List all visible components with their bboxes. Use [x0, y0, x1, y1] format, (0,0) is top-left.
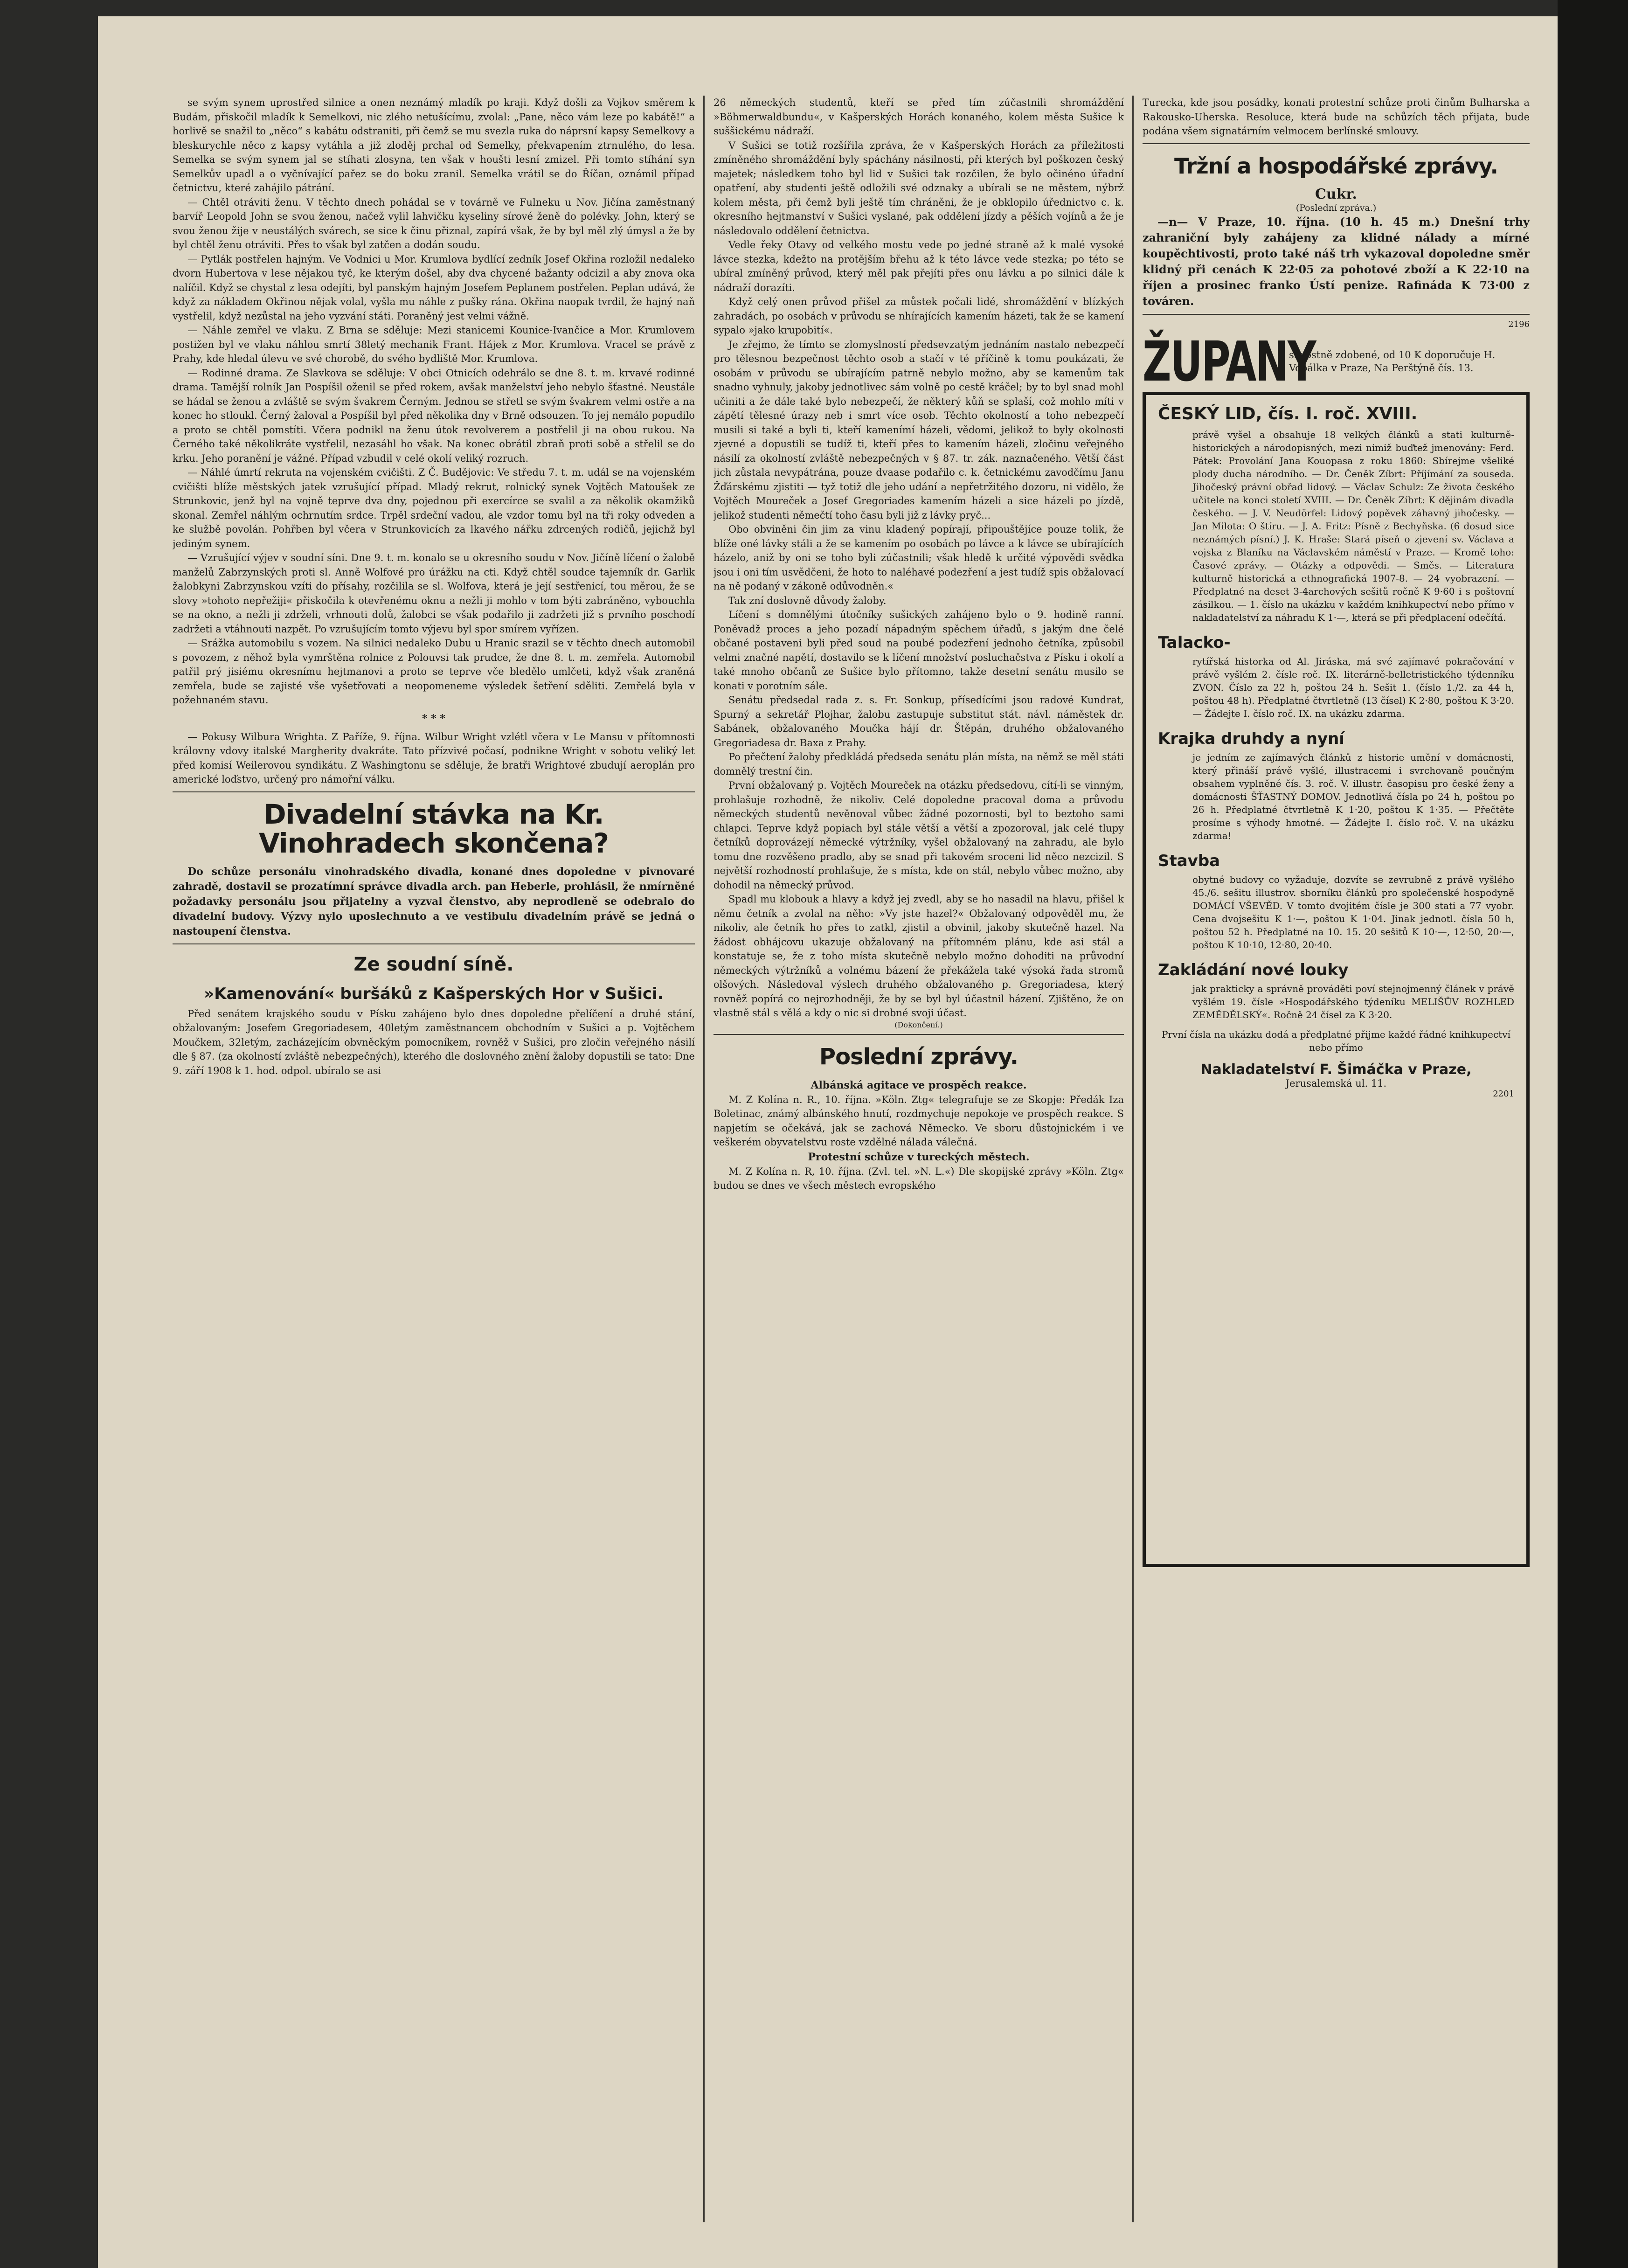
paragraph: Obo obviněni čin jim za vinu kladený popírají, připouštějíce pouze tolik, že blíže oné lávky stáli a že se kamením po osobách po lávce a k lávce se ubírajících házelo, aniž by oni se toho byli zúčastnili; však hledě k určité výpovědi svědka jsou i oni tím usvědčeni, že hoto to naléhavé podezření a jest tudíž spis obžalovací na ně podaný v zákoně odůvodněn.« [714, 524, 1124, 592]
paragraph: — Rodinné drama. Ze Slavkova se sděluje: V obci Otnicích odehrálo se dne 8. t. m. krvavé rodinné drama. Tamější rolník Jan Pospíšil oženil se před rokem, avšak manželství jeho nebylo šťastné. Neustále se hádal se ženou a zvláště se svým švakrem Černým. Jednou se střetl se svým švakrem velmi ostře a na konec ho stloukl. Černý žaloval a Pospíšil byl před několika dny v Brně odsouzen. To jej nemálo popudilo a proto se chtěl pomstíti. Včera podnikl na ženu útok revolverem a postřelil ji na obou rukou. Na Černého také několikráte vystřelil, nezasáhl ho však. Na konec obrátil zbraň proti sobě a střelil se do krku. Jeho poranění je vážné. Případ vzbudil v celé okolí veliký rozruch. [173, 367, 695, 464]
ad-body: právě vyšel a obsahuje 18 velkých článků a stati kulturně-historických a národopisných, mezi nimiž buďtež jmenovány: Ferd. Pátek: Provolání Jana Kouopasa z roku 1860: Sbírejme všeliké plody ducha národního. — Dr. Čeněk Zíbrt: Příjímání za souseda. Jihočeský právní obřad lidový. — Václav Schulz: Ze života českého učitele na konci století XVIII. — Dr. Čeněk Zíbrt: K dějinám divadla českého. — J. V. Neudörfel: Lidový popěvek záhavný jihočesky. — Jan Milota: O štíru. — J. A. Fritz: Písně z Bechyňska. (6 dosud sice neznámých písní.) J. K. Hraše: Stará píseň o zjevení sv. Václava a vojska z Blaníku na Václavském náměstí v Praze. — Kromě toho: Časové zprávy. — Otázky a odpovědi. — Směs. — Literatura kulturně historická a ethnografická 1907-8. — 24 vyobrazení. — Předplatné na deset 3-4archových sešitů ročně K 9·60 i s poštovní zásilkou. — 1. číslo na ukázku v každém knihkupectví nebo přímo v nakladatelství za náhradu K 1·—, která se při předplacení odečítá. [1192, 429, 1514, 623]
divider [173, 943, 695, 944]
scan-edge [1558, 0, 1628, 2268]
paragraph: Když celý onen průvod přišel za můstek počali lidé, shromáždění v blízkých zahradách, po osobách v průvodu se nhírajících kamením házeti, tak že se kamení sypalo »jako krupobití«. [714, 296, 1124, 336]
publisher-ad-box [1143, 392, 1530, 1567]
divider [1143, 314, 1530, 315]
paragraph: — Pytlák postřelen hajným. Ve Vodnici u Mor. Krumlova bydlící zedník Josef Okřina rozložil nedaleko dvorn Hubertova v lese nějakou tyč, ke kterým došel, aby dva chycené bažanty odcizil a aby znova oka nalíčil. Když se chystal z lesa odejíti, byl panským hajným Josefem Peplanem postřelen. Peplan udává, že když za nákladem Okřinou nějak volal, vyšla mu náhle z pušky rána. Okřina naopak tvrdil, že hajný naň vystřelil, když nezůstal na jeho vyzvání státi. Poraněný jest velmi vážně. [173, 253, 695, 322]
ad-title: Stavba [1158, 851, 1220, 870]
ad-text: skvostně zdobené, od 10 K doporučuje H. Vopálka v Praze, Na Perštýně čís. 13. [1289, 349, 1496, 374]
divider [1143, 143, 1530, 144]
headline-latest: Poslední zprávy. [819, 1043, 1018, 1070]
column-middle [714, 96, 1124, 2222]
paragraph: se svým synem uprostřed silnice a onen neznámý mladík po kraji. Když došli za Vojkov směrem k Budám, přiskočil mladík k Semelkovi, nic zlého netušícímu, zvolal: „Pane, něco vám leze po kabátě!“ a horlivě se snažil to „něco“ s kabátu odstraniti, při čemž se mu svezla ruka do náprsní kapsy Semelkovy a bleskurychle něco z kapsy vytáhla a již zloděj prchal od Semelky, překvapením ztrnulého, do lesa. Semelka se svým synem jal se stíhati zlosyna, ten však v houšti lesní zmizel. Při tomto stíhání syn Semelkův upadl a o vyčnívající pařez se do boku zranil. Semelka vrátil se do Říčan, oznámil případ četnictvu, které zahájilo pátrání. [173, 97, 695, 194]
sugar-note: (Poslední zpráva.) [1295, 202, 1377, 213]
ad-title: Krajka druhdy a nyní [1158, 729, 1344, 748]
paragraph: Je zřejmo, že tímto se zlomyslností předsevzatým jednáním nastalo nebezpečí pro tělesnou bezpečnost těchto osob a stačí v té příčině k tomu poukázati, že osobám v průvodu se ubírajícím patrně nebylo možno, aby se kamenům tak snadno vyhnuly, jakoby jednotlivec sám volně po cestě kráčel; by to byl snad mohl učiniti a že dále také bylo nebezpečí, že některý kůň se splaší, což mohlo míti v zápětí tělesné úrazy neb i smrt více osob. Těchto okolností a toho nebezpečí musili si také a byli ti, kteří kamenímí házeli, vědomi, jelikož to byly okolnosti zjevné a dopustili se tudíž ti, kteří přes to kamením házeli, zločinu veřejného násilí za okolností zvláště nebezpečných v § 87. tr. zák. naznačeného. Větší část jich zůstala nevypátrána, pouze dvaase podařilo c. k. četnickému zavodčímu Janu Žďárskému zjistiti — tyž totiž dle jeho udání a nepřetržitého dozoru, ni vidělo, že Vojtěch Moureček a Josef Gregoriades kamením házeli a sice házeli po jízdě, jelikož studenti němečtí toho času byli již z lávky pryč... [714, 339, 1124, 521]
continued-note: (Dokončení.) [894, 1020, 943, 1029]
ad-title: Zakládání nové louky [1158, 960, 1349, 979]
headline-stoning: »Kamenování« buršáků z Kašperských Hor v Sušici. [204, 984, 664, 1003]
ad-title: ČESKÝ LID, čís. I. roč. XVIII. [1158, 404, 1418, 423]
column-left [173, 96, 695, 2222]
paragraph: M. Z Kolína n. R., 10. října. »Köln. Ztg« telegrafuje se ze Skopje: Předák Iza Boletinac, známý albánského hnutí, rozdmychuje nepokoje ve prospěch reakce. S napjetím se očekává, jak se zachová Německo. Ve sboru důstojnickém i ve veškerém obyvatelstvu roste vzdělné nálada válečná. [714, 1094, 1124, 1148]
paragraph: M. Z Kolína n. R, 10. října. (Zvl. tel. »N. L.«) Dle skopijské zprávy »Köln. Ztg« budou se dnes ve všech městech evropského [714, 1165, 1124, 1191]
ad-body: je jedním ze zajímavých článků z historie umění v domácnosti, který přináší právě vyšlé, illustracemi i svrchovaně poučným obsahem vyplněné čís. 3. roč. V. illustr. časopisu pro české ženy a domácnosti ŠŤASTNÝ DOMOV. Jednotlivá čísla po 24 h, poštou po 26 h. Předplatné čtvrtletně K 1·20, poštou K 1·35. — Přečtěte prosíme s výhody hmotné. — Žádejte I. číslo roč. V. na ukázku zdarma! [1192, 751, 1514, 841]
divider [173, 791, 695, 792]
ad-zupany [1143, 329, 1530, 394]
paragraph: Turecka, kde jsou posádky, konati protestní schůze proti činům Bulharska a Rakousko-Uherska. Resoluce, která bude na schůzích těch přijata, bude podána všem signatárním velmocem berlínské smlouvy. [1143, 97, 1530, 137]
paragraph: Do schůze personálu vinohradského divadla, konané dnes dopoledne v pivnovaré zahradě, dostavil se prozatímní správce divadla arch. pan Heberle, prohlásil, že nmírněné požadavky personálu jsou přijatelny a vyzval členstvo, aby neprodleně se odebralo do divadelní budovy. Výzvy nylo uposlechnuto a ve vestibulu divadelním právě se jedná o nastoupení členstva. [173, 865, 695, 937]
paragraph: — Náhlé úmrtí rekruta na vojenském cvičišti. Z Č. Budějovic: Ve středu 7. t. m. udál se na vojenském cvičišti blíže městských jatek vzrušující případ. Mladý rekrut, rolnický synek Vojtěch Matoušek ze Strunkovic, jenž byl na vojně teprve dva dny, pojednou při exercírce se svalil a za několik okamžiků skonal. Zemřel náhlým ochrnutím srdce. Trpěl srdeční vadou, ale vzdor tomu byl na tři roky odveden a ke službě povolán. Pohřben byl včera v Strunkovicích za lkavého nářku zdrcených rodičů, jejichž byl jediným synem. [173, 467, 695, 549]
headline-market: Tržní a hospodářské zprávy. [1174, 153, 1498, 179]
ad-closing: První čísla na ukázku dodá a předplatné přijme každé řádné knihkupectví nebo přímo [1162, 1028, 1510, 1053]
paragraph: Vedle řeky Otavy od velkého mostu vede po jedné straně až k malé vysoké lávce stezka, kdežto na protějším břehu až k této lávce vede stezka; po této se ubíral zmíněný průvod, který měl pak přejíti přes onu lávku a po silnici dále k nádraží dorazíti. [714, 239, 1124, 293]
paragraph: Před senátem krajského soudu v Písku zahájeno bylo dnes dopoledne přelíčení a druhé stání, obžalovaným: Josefem Gregoriadesem, 40letým zaměstnancem obchodním v Sušici a p. Vojtěchem Moučkem, 32letým, zacházejícím obvněckým pomocníkem, rovněž v Sušici, pro zločin veřejného násilí dle § 87. (za okolností zvláště nebezpečných), kterého dle doslovného znění žaloby dopustili se tato: Dne 9. září 1908 k 1. hod. odpol. ubíralo se asi [173, 1008, 695, 1076]
paragraph: Po přečtení žaloby předkládá předseda senátu plán místa, na němž se měl státi domnělý trestní čin. [714, 751, 1124, 777]
paragraph: Líčení s domnělými útočníky sušických zahájeno bylo o 9. hodině ranní. Poněvadž proces a jeho pozadí nápadným spěchem úřadů, s jakým dne čelé občané postaveni byli před soud na poubé podezření jednoho četníka, způsobil velmi značné napětí, dostavilo se k líčení množství posluchačstva z Písku i okolí a také mnoho občanů ze Sušice bylo přítomno, takže desetní senátu musilo se konati v porotním sále. [714, 609, 1124, 692]
paragraph: 26 německých studentů, kteří se před tím zúčastnili shromáždění »Böhmerwaldbundu«, v Kašperských Horách konaného, kolem města Sušice k suššickému nádraží. [714, 97, 1124, 137]
paragraph: První obžalovaný p. Vojtěch Moureček na otázku předsedovu, cítí-li se vinným, prohlašuje rozhodně, že nikoliv. Celé dopoledne pracoval doma a průvodu německých studentů nevěnoval vůbec žádné pozornosti, byl to beztoho sami chlapci. Teprve když popiach byl stále větší a větší a zpozoroval, jak celé tlupy četníků doprovázejí německé výtržníky, vyšel obžalovaný na zahradu, ale bylo tomu dne rozvěšeno pradlo, aby se snad při takovém sroceni lid něco nezcizil. S největší rozhodností prohlašuje, že s místa, kde on stál, nebylo vůbec možno, aby dohodil na německý průvod. [714, 780, 1124, 891]
divider [714, 1034, 1124, 1035]
separator-stars: * * * [422, 712, 445, 725]
publisher-name: Nakladatelství F. Šimáčka v Praze, [1200, 1061, 1472, 1078]
paragraph: — Pokusy Wilbura Wrighta. Z Paříže, 9. října. Wilbur Wright vzlétl včera v Le Mansu v přítomnosti královny vdovy italské Margherity dvakráte. Tato přízvivé počasí, podnikne Wright v sobotu veliký let před komisí Weilerovou syndikátu. Z Washingtonu se sděluje, že bratři Wrightové zbudují aeroplán pro americké loďstvo, určený pro námořní válku. [173, 731, 695, 785]
column-rule [703, 96, 705, 2222]
newspaper-page [98, 16, 1558, 2268]
paragraph: V Sušici se totiž rozšířila zpráva, že v Kašperských Horách za příležitosti zmíněného shromáždění byly spáchány násilnosti, při kterých byl poškozen český majetek; následkem toho byl lid v Sušici tak rozčilen, že bylo očinéno úřadní opatření, aby studenti ještě odložili své odznaky a ubírali se ne městem, nýbrž kolem města, při čemž byli ještě tím chráněni, že je obklopilo úřednictvo c. k. okresního hejtmanství v Sušici vyslané, pak oddělení jízdy a pěších vojínů a že je následovalo oddělení četnictva. [714, 139, 1124, 236]
headline-strike: Divadelní stávka na Kr. Vinohradech skončena? [258, 798, 609, 859]
section-court: Ze soudní síně. [353, 953, 514, 975]
paragraph: Senátu předsedal rada z. s. Fr. Sonkup, přísedícími jsou radové Kundrat, Spurný a sekretář Plojhar, žalobu zastupuje substitut stát. návl. náměstek dr. Sabánek, obžalovaného Moučka hájí dr. Štěpán, druhého obžalovaného Gregoriadesa dr. Baxa z Prahy. [714, 694, 1124, 749]
paragraph: Spadl mu klobouk a hlavy a když jej zvedl, aby se ho nasadil na hlavu, přišel k němu četník a zvolal na něho: »Vy jste hazel?« Obžalovaný odpověděl mu, že nikoliv, ale četník ho přes to zatkl, zjistil a obvinil, jakoby skutečně hazel. Na žádost obhájcovu ukazuje obžalovaný na přítomném plánu, kde asi stál a konstatuje se, že z toho místa skutečně nebylo možno dohoditi na průvodní německých výtržníků a volnému bázení že překážela také výsoká řada stromů olšových. Následoval výslech druhého obžalovaného p. Gregoriadesa, který rovněž popírá co nejrozhodněji, že by se byl byl účastnil házení. Zjištěno, že on vlastně stál s vělá a kdy o nic si drobné svoji účast. [714, 894, 1124, 1019]
ad-wordmark: ŽUPANY [1143, 329, 1316, 394]
ad-body: obytné budovy co vyžaduje, dozvíte se zevrubně z právě vyšlého 45./6. sešitu illustrov. sborníku článků pro společenské hospodyně DOMÁCÍ VŠEVĚD. V tomto dvojitém čísle je 300 stati a 77 vyobr. Cena dvojsešitu K 1·—, poštou K 1·04. Jinak jednotl. čísla 50 h, poštou 52 h. Předplatné na 10. 15. 20 sešitů K 10·—, 12·50, 20·—, poštou K 10·10, 12·80, 20·40. [1192, 874, 1514, 950]
headline-protest: Protestní schůze v tureckých městech. [808, 1151, 1030, 1163]
ad-number: 2196 [1508, 319, 1530, 329]
ad-body: rytířská historka od Al. Jiráska, má své zajímavé pokračování v právě vyšlém 2. čísle roč. IX. literárně-belletristického týdenníku ZVON. Číslo za 22 h, poštou 24 h. Sešit 1. (číslo 1./2. za 44 h, poštou 48 h). Předplatné čtvrtletně (13 čísel) K 2·80, poštou K 3·20. — Žádejte I. číslo roč. IX. na ukázku zdarma. [1192, 655, 1514, 719]
news-items [173, 96, 695, 707]
ad-number: 2201 [1493, 1089, 1514, 1099]
ad-body: jak prakticky a správně prováděti poví stejnojmenný článek v právě vyšlém 19. čísle »Hospodářského týdeníku MELIŠŮV ROZHLED ZEMĚDĚLSKÝ«. Ročně 24 čísel za K 3·20. [1192, 983, 1514, 1020]
paragraph: — Vzrušující výjev v soudní síni. Dne 9. t. m. konalo se u okresního soudu v Nov. Jičíně líčení o žalobě manželů Zabrzynských proti sl. Anně Wolfové pro úrážku na cti. Když chtěl soudce tajemník dr. Garlik žalobkyni Zabrzynskou vzíti do přísahy, rozčilila se sl. Wolfova, která je její sestřenicí, tou měrou, že se slovy »tohoto nepřežiji« přiskočila k otevřenému oknu a nežli ji mohlo v tom býti zabráněno, vybouchla se na okno, a nežli ji zdrželi, vrhnouti dolů, žalobci se však podařilo ji zadržeti již s prvního poschodí zadržeti a vtáhnouti nazpět. Po vzrušujícím tomto výjevu byl spor smírem vyřízen. [173, 552, 695, 635]
paragraph: — Chtěl otráviti ženu. V těchto dnech pohádal se v továrně ve Fulneku u Nov. Jičína zaměstnaný barvíř Leopold John se svou ženou, načež vylil lahvičku kyseliny sírové ženě do polévky. John, který se svou ženou žije v neustálých svárech, se sice k činu přiznal, zapírá však, že by byl měl zlý úmysl a že by byl chtěl ženu otráviti. Přes to však byl zatčen a dodán soudu. [173, 196, 695, 250]
paragraph: — Náhle zemřel ve vlaku. Z Brna se sděluje: Mezi stanicemi Kounice-Ivančice a Mor. Krumlovem postižen byl ve vlaku náhlou smrtí 38letý mechanik Frant. Hájek z Mor. Krumlova. Vracel se právě z Prahy, kde hledal úlevu ve své chorobě, do svého bydliště Mor. Krumlova. [173, 325, 695, 364]
column-right [1143, 96, 1530, 2222]
paragraph: Tak zní doslovně důvody žaloby. [728, 595, 887, 606]
headline-sugar: Cukr. [1315, 186, 1357, 202]
paragraph: — Srážka automobilu s vozem. Na silnici nedaleko Dubu u Hranic srazil se v těchto dnech automobil s povozem, z něhož byla vymrštěna rolnice z Polouvsi tak prudce, že dne 8. t. m. zemřela. Automobil patřil prý jisiému okresnímu hejtmanovi a proto se teprve vče bledělo umlčeti, když však zraněná zemřela, bude se zajisté vše vyšetřovati a neopomeneme výsledek šetření sděliti. Zemřelá byla v požehnaném stavu. [173, 638, 695, 706]
paragraph: —n— V Praze, 10. října. (10 h. 45 m.) Dnešní trhy zahraniční byly zahájeny za klidné nálady a mírné koupěchtivosti, proto také náš trh vykazoval dopoledne směr klidný při cenách K 22·05 za pohotové zboží a K 22·10 na říjen a prosinec franko Ústí penize. Rafináda K 73·00 z továren. [1143, 215, 1530, 308]
publisher-address: Jerusalemská ul. 11. [1285, 1077, 1387, 1089]
headline-albania: Albánská agitace ve prospěch reakce. [811, 1079, 1027, 1091]
column-rule [1132, 96, 1134, 2222]
ad-title: Talacko- [1158, 633, 1231, 652]
